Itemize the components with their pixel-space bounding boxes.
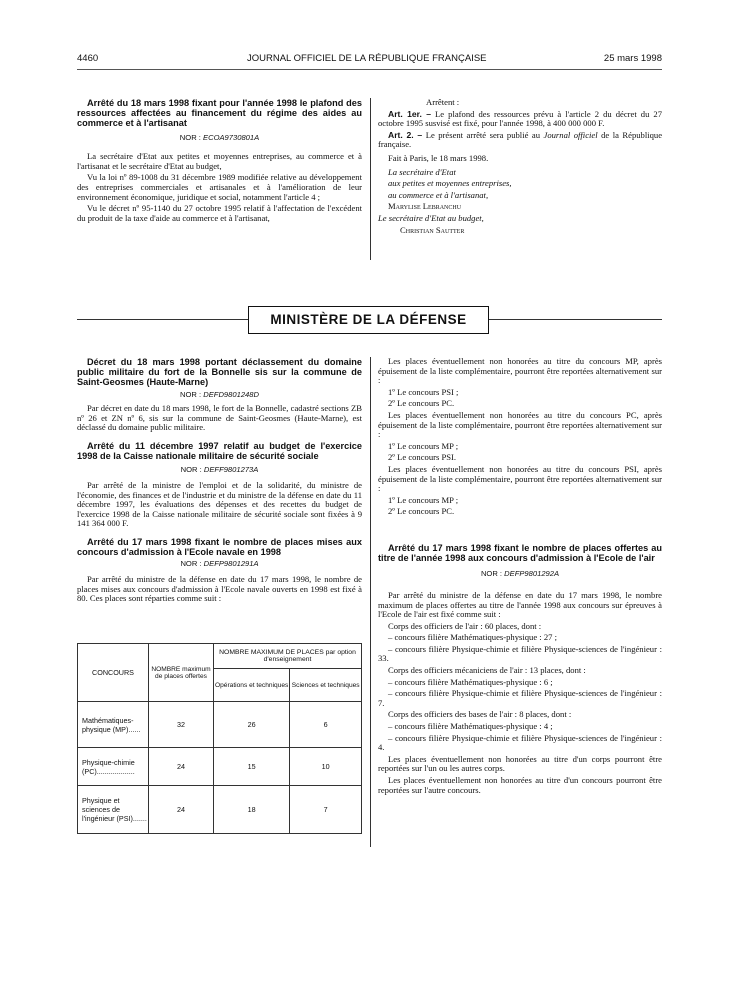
header-rule [77, 69, 662, 70]
cell-total: 24 [149, 748, 214, 786]
column-divider [370, 357, 371, 847]
article-1: Art. 1er. – Le plafond des ressources prévu à l'article 2 du décret du 27 octobre 1995 susvisé est fixé, pour l'année 1998, à 400 000 000 F. [378, 108, 663, 129]
cell-ops: 26 [214, 702, 290, 748]
banner-rule-left [77, 319, 248, 320]
list-item: 2º Le concours PSI. [388, 452, 457, 463]
report-concours: Les places éventuellement non honorées au titre d'un concours pourront être reportées sur l'autre concours. [378, 775, 662, 795]
ministry-banner: MINISTÈRE DE LA DÉFENSE [248, 306, 489, 334]
page-header [77, 53, 662, 67]
signature-name: Christian Sautter [400, 224, 465, 235]
row-label: Physique et sciences de l'ingénieur (PSI)....... [78, 786, 149, 834]
cell-total: 24 [149, 786, 214, 834]
signature-name: Marylise Lebranchu [388, 201, 462, 212]
banner-rule-right [489, 319, 662, 320]
signature-role: Le secrétaire d'Etat au budget, [378, 212, 484, 223]
arrete-navale-text: Par arrêté du ministre de la défense en date du 17 mars 1998, le nombre de places mises aux concours d'admission à l'Ecole navale ouverts en 1998 est fixé à 80. Ces places sont réparties comme suit : [77, 573, 362, 604]
table-header-row [78, 644, 362, 669]
cell-ops: 15 [214, 748, 290, 786]
corps-bases: Corps des officiers des bases de l'air : 8 places, dont : [388, 709, 572, 720]
cell-sci: 6 [290, 702, 362, 748]
article-title: Arrêté du 18 mars 1998 fixant pour l'année 1998 le plafond des ressources affectées au financement du régime des aides au commerce et à l'artisanat [77, 98, 362, 129]
list-item: 1º Le concours MP ; [388, 440, 459, 451]
list-item: 1º Le concours PSI ; [388, 386, 459, 397]
article-2: Art. 2. – Le présent arrêté sera publié au Journal officiel de la République française. [378, 129, 663, 150]
signature-role: La secrétaire d'Etat [388, 166, 456, 177]
decret-text: Par décret en date du 18 mars 1998, le fort de la Bonnelle, cadastré sections ZB nº 26 et ZN nº 6, sis sur la commune de Saint-Geosmes (Haute-Marne), est déclassé du domaine public militaire. [77, 403, 362, 433]
nor-reference: NOR : DEFP9801292A [480, 569, 560, 579]
report-pc: Les places éventuellement non honorées au titre du concours PC, après épuisement de la liste complémentaire, pourront être reportées alternativement sur : [378, 409, 662, 440]
article-plafond [77, 98, 362, 225]
paragraph: Vu la loi nº 89-1008 du 31 décembre 1989 modifiée relative au développement des entreprises commerciales et artisanales et à l'amélioration de leur environnement économique, juridique et social, notamment l'article 4 ; [77, 172, 362, 202]
row-label: Mathématiques-physique (MP)...... [78, 702, 149, 748]
arrete-navale-title: Arrêté du 17 mars 1998 fixant le nombre de places mises aux concours d'admission à l'Ecole navale en 1998 [77, 536, 362, 558]
row-label: Physique-chimie (PC)................... [78, 748, 149, 786]
column-divider [370, 98, 371, 260]
paragraph: La secrétaire d'Etat aux petites et moyennes entreprises, au commerce et à l'artisanat et le secrétaire d'Etat au budget, [77, 151, 362, 171]
table-row [78, 702, 362, 748]
page-number: 4460 [77, 53, 99, 64]
arrete-budget-text: Par arrêté de la ministre de l'emploi et de la solidarité, du ministre de l'économie, des finances et de l'industrie et du ministre de la défense en date du 11 décembre 1997, les évaluations des dépenses et des recettes du budget de l'exercice 1998 de la Caisse nationale militaire de sécurité sociale sont fixées à 9 141 364 000 F. [77, 479, 362, 529]
issue-date: 25 mars 1998 [603, 53, 662, 64]
paragraph: Vu le décret nº 95-1140 du 27 octobre 1995 relatif à l'affectation de l'excédent du produit de la taxe d'aide au commerce et à l'artisanat, [77, 203, 362, 223]
header-concours: CONCOURS [78, 644, 149, 702]
list-item: – concours filière Mathématiques-physique : 6 ; [388, 676, 553, 687]
signature-role: au commerce et à l'artisanat, [388, 189, 489, 200]
places-table [77, 643, 362, 834]
cell-sci: 10 [290, 748, 362, 786]
table-row [78, 748, 362, 786]
nor-reference: NOR : DEFF9801273A [180, 465, 259, 475]
list-item: 2º Le concours PC. [388, 398, 455, 409]
arrete-air-intro: Par arrêté du ministre de la défense en date du 17 mars 1998, le nombre maximum de places offertes au titre de l'année 1998 aux concours sur épreuves à l'Ecole de l'air est fixé comme suit : [378, 589, 662, 620]
list-item: – concours filière Physique-chimie et filière Physique-sciences de l'ingénieur : 4. [378, 732, 662, 753]
nor-reference: NOR : DEFP9801291A [180, 559, 259, 569]
report-psi: Les places éventuellement non honorées au titre du concours PSI, après épuisement de la liste complémentaire, pourront être reportées alternativement sur : [378, 463, 662, 494]
nor-reference: NOR : DEFD9801248D [180, 389, 259, 399]
decret-title: Décret du 18 mars 1998 portant déclassement du domaine public militaire du fort de la Bonnelle sis sur la commune de Saint-Geosmes (Haute-Marne) [77, 357, 362, 388]
cell-total: 32 [149, 702, 214, 748]
arrete-budget-title: Arrêté du 11 décembre 1997 relatif au budget de l'exercice 1998 de la Caisse nationale militaire de sécurité sociale [77, 440, 362, 462]
list-item: 2º Le concours PC. [388, 506, 455, 517]
table-row [78, 786, 362, 834]
journal-title: JOURNAL OFFICIEL DE LA RÉPUBLIQUE FRANÇAISE [247, 53, 487, 64]
header-operations: Opérations et techniques [214, 669, 290, 702]
signature-role: aux petites et moyennes entreprises, [388, 178, 512, 189]
header-sciences: Sciences et techniques [290, 669, 362, 702]
report-mp: Les places éventuellement non honorées au titre du concours MP, après épuisement de la liste complémentaire, pourront être reportées alternativement sur : [378, 356, 662, 386]
corps-officiers-air: Corps des officiers de l'air : 60 places, dont : [388, 620, 542, 631]
right-lower-column [378, 357, 662, 797]
header-nombre: NOMBRE maximum de places offertes [149, 644, 214, 702]
header-max: NOMBRE MAXIMUM DE PLACES par option d'enseignement [214, 644, 362, 669]
cell-sci: 7 [290, 786, 362, 834]
cell-ops: 18 [214, 786, 290, 834]
list-item: – concours filière Mathématiques-physique : 27 ; [388, 632, 557, 643]
list-item: – concours filière Physique-chimie et filière Physique-sciences de l'ingénieur : 7. [378, 688, 662, 708]
fait-a-paris: Fait à Paris, le 18 mars 1998. [388, 152, 489, 163]
article-plafond-dispositif [378, 98, 662, 237]
list-item: 1º Le concours MP ; [388, 494, 459, 505]
nor-reference: NOR : ECOA9730801A [179, 132, 260, 142]
report-corps: Les places éventuellement non honorées au titre d'un corps pourront être reportées sur l'un ou les autres corps. [378, 753, 662, 774]
left-lower-column [77, 357, 362, 606]
list-item: – concours filière Mathématiques-physique : 4 ; [388, 721, 553, 732]
corps-mecaniciens: Corps des officiers mécaniciens de l'air : 13 places, dont : [388, 665, 586, 676]
list-item: – concours filière Physique-chimie et filière Physique-sciences de l'ingénieur : 33. [378, 643, 662, 664]
arrete-air-title: Arrêté du 17 mars 1998 fixant le nombre de places offertes au titre de l'année 1998 aux concours d'admission à l'Ecole de l'air [378, 542, 662, 564]
arretent: Arrêtent : [426, 97, 460, 107]
